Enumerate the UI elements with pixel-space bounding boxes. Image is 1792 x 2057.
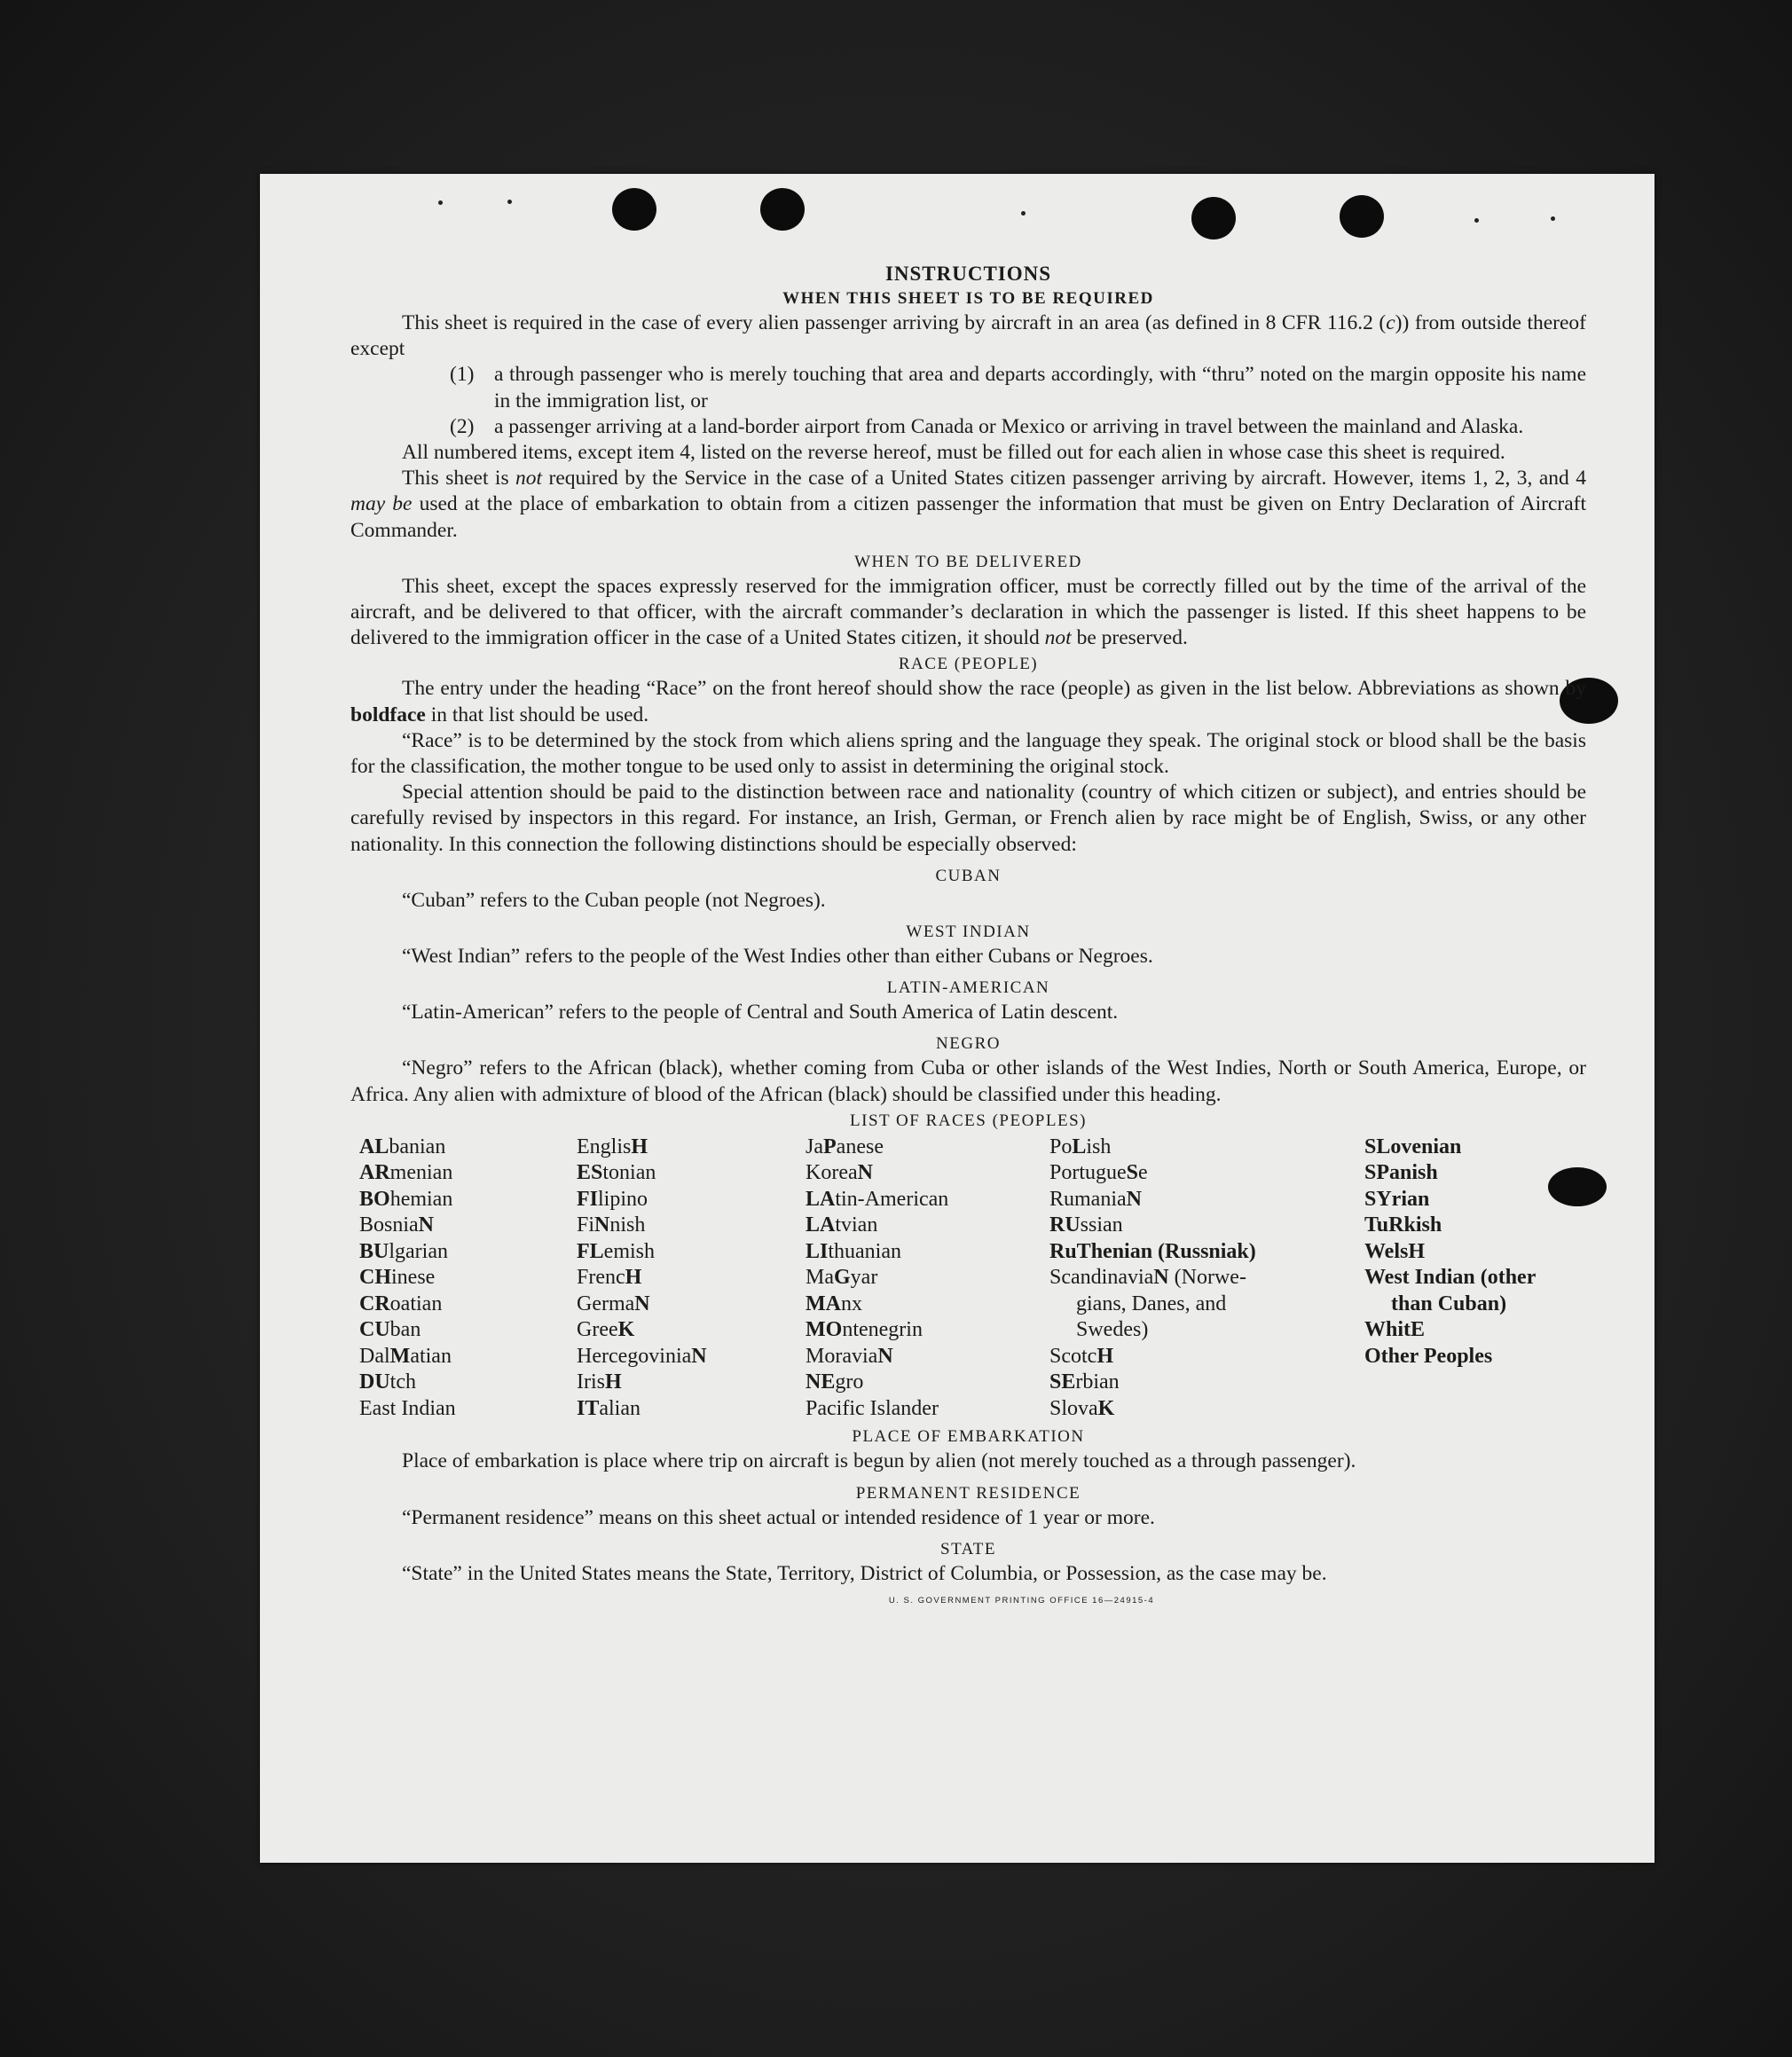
race-entry: MAnx — [806, 1292, 862, 1315]
punch-hole — [612, 188, 656, 231]
races-column-5 — [1364, 1134, 1595, 1423]
section-heading-cuban: CUBAN — [935, 866, 1002, 885]
race-entry-continued: than Cuban) — [1391, 1292, 1507, 1315]
paragraph-all-numbered: All numbered items, except item 4, listed on the reverse hereof, must be filled out for each alien in whose case this sheet is required. — [402, 441, 1505, 465]
section-heading-list-of-races: LIST OF RACES (PEOPLES) — [850, 1111, 1087, 1130]
race-entry: SlovaK — [1049, 1396, 1115, 1420]
race-entry: Pacific Islander — [806, 1396, 939, 1420]
race-entry: LAtin-American — [806, 1187, 949, 1211]
race-entry: HercegoviniaN — [577, 1344, 707, 1368]
race-entry: EnglisH — [577, 1134, 648, 1158]
race-entry: BUlgarian — [359, 1239, 448, 1263]
race-entry: ALbanian — [359, 1134, 446, 1158]
paragraph-when-delivered: This sheet, except the spaces expressly reserved for the immigration officer, must be correctly filled out by the time of the arrival of the aircraft, and be delivered to that officer, with the aircraft commander’s declaration in which the passenger is listed. If this sheet happens to be delivered to the immigration officer in the case of a United States citizen, it should not be preserved. — [350, 574, 1586, 650]
punch-hole — [1191, 197, 1236, 239]
section-heading-negro: NEGRO — [936, 1034, 1001, 1054]
speck — [1021, 211, 1026, 216]
speck — [1551, 216, 1555, 221]
exception-item-1 — [450, 362, 1586, 413]
paragraph-not-required: This sheet is not required by the Service in the case of a United States citizen passenger arriving by aircraft. However, items 1, 2, 3, and 4 may be used at the place of embarkation to obtain from a citizen passenger the information that must be given on Entry Declaration of Aircraft Commander. — [350, 467, 1586, 542]
race-entry: RumaniaN — [1049, 1187, 1142, 1211]
race-entry: Other Peoples — [1364, 1344, 1493, 1368]
paragraph-residence: “Permanent residence” means on this sheet actual or intended residence of 1 year or more. — [402, 1505, 1155, 1529]
race-entry: FrencH — [577, 1266, 642, 1290]
race-entry: West Indian (other — [1364, 1266, 1537, 1290]
races-column-3 — [806, 1134, 1049, 1423]
speck — [438, 200, 443, 205]
race-entry-continued: gians, Danes, and — [1076, 1292, 1227, 1315]
section-heading-state: STATE — [940, 1539, 996, 1558]
instructions-content — [350, 263, 1586, 1606]
paragraph-latin-american: “Latin-American” refers to the people of Central and South America of Latin descent. — [402, 1001, 1119, 1025]
race-entry: BosniaN — [359, 1213, 435, 1237]
speck — [1474, 218, 1479, 223]
section-heading-when-delivered: WHEN TO BE DELIVERED — [854, 552, 1082, 571]
race-entry: JaPanese — [806, 1134, 884, 1158]
page-title: INSTRUCTIONS — [884, 263, 1052, 285]
item-text: a passenger arriving at a land-border airport from Canada or Mexico or arriving in travel between the mainland and Alaska. — [494, 414, 1524, 438]
race-entry: ARmenian — [359, 1161, 453, 1185]
exception-item-2 — [450, 414, 1586, 440]
race-entry: NEgro — [806, 1370, 864, 1394]
race-entry: SErbian — [1049, 1370, 1120, 1394]
race-entry: BOhemian — [359, 1187, 453, 1211]
race-entry: FLemish — [577, 1239, 655, 1263]
race-entry: CHinese — [359, 1266, 436, 1290]
race-entry: PortugueSe — [1049, 1161, 1148, 1185]
punch-hole — [1340, 195, 1384, 238]
race-entry: IrisH — [577, 1370, 622, 1394]
paragraph-race-1: The entry under the heading “Race” on the front hereof should show the race (people) as given in the list below. Abbreviations as shown by boldface in that list should be used. — [350, 677, 1586, 726]
paragraph-when-required: This sheet is required in the case of every alien passenger arriving by aircraft in an area (as defined in 8 CFR 116.2 (c)) from outside thereof except — [350, 311, 1586, 361]
item-text: a through passenger who is merely touching that area and departs accordingly, with “thru” noted on the margin opposite his name in the immigration list, or — [494, 363, 1586, 412]
document-sheet — [260, 174, 1654, 1863]
paragraph-race-2: “Race” is to be determined by the stock from which aliens spring and the language they speak. The original stock or blood shall be the basis for the classification, the mother tongue to be used only to assist in determining the original stock. — [350, 728, 1586, 779]
race-entry: PoLish — [1049, 1134, 1112, 1158]
section-heading-when-required: WHEN THIS SHEET IS TO BE REQUIRED — [782, 289, 1154, 308]
race-entry: TuRkish — [1364, 1213, 1442, 1237]
punch-hole — [760, 188, 805, 231]
race-entry: CRoatian — [359, 1292, 443, 1315]
race-entry: EStonian — [577, 1161, 656, 1185]
race-entry: SPanish — [1364, 1161, 1438, 1185]
race-entry: SLovenian — [1364, 1134, 1462, 1158]
race-entry: WhitE — [1364, 1318, 1426, 1342]
paragraph-state: “State” in the United States means the State, Territory, District of Columbia, or Possession, as the case may be. — [402, 1561, 1327, 1585]
races-column-2 — [577, 1134, 806, 1423]
race-entry: FIlipino — [577, 1187, 648, 1211]
race-entry: MOntenegrin — [806, 1318, 923, 1342]
race-entry: DUtch — [359, 1370, 416, 1394]
race-entry: RUssian — [1049, 1213, 1123, 1237]
paragraph-west-indian: “West Indian” refers to the people of the West Indies other than either Cubans or Negroes. — [402, 945, 1153, 969]
race-entry: DalMatian — [359, 1344, 452, 1368]
race-entry: RuThenian (Russniak) — [1049, 1239, 1256, 1263]
race-entry: CUban — [359, 1318, 421, 1342]
race-entry: FiNnish — [577, 1213, 646, 1237]
race-entry: MaGyar — [806, 1266, 878, 1290]
race-entry: LIthuanian — [806, 1239, 901, 1263]
race-entry: ITalian — [577, 1396, 641, 1420]
item-number: (2) — [450, 414, 475, 438]
paragraph-race-3: Special attention should be paid to the distinction between race and nationality (country of which citizen or subject), and entries should be carefully revised by inspectors in this regard. For instance, an Irish, German, or French alien by race might be of English, Swiss, or any other nationality. In this connection the following distinctions should be especially observed: — [350, 781, 1586, 856]
section-heading-residence: PERMANENT RESIDENCE — [855, 1483, 1081, 1503]
section-heading-embarkation: PLACE OF EMBARKATION — [852, 1427, 1085, 1447]
section-heading-race: RACE (PEOPLE) — [898, 655, 1039, 674]
printing-office-imprint: U. S. GOVERNMENT PRINTING OFFICE 16—24915-4 — [888, 1595, 1155, 1606]
race-entry: East Indian — [359, 1396, 456, 1420]
paragraph-negro: “Negro” refers to the African (black), whether coming from Cuba or other islands of the West Indies, North or South America, Europe, or Africa. Any alien with admixture of blood of the African (black) should be classified under this heading. — [350, 1056, 1586, 1106]
race-entry: MoraviaN — [806, 1344, 893, 1368]
race-entry: ScandinaviaN (Norwe- — [1049, 1266, 1246, 1290]
races-column-1 — [359, 1134, 577, 1423]
race-entry: GermaN — [577, 1292, 650, 1315]
section-heading-latin-american: LATIN-AMERICAN — [886, 978, 1050, 998]
races-list — [359, 1134, 1586, 1423]
paragraph-cuban: “Cuban” refers to the Cuban people (not Negroes). — [402, 888, 826, 912]
speck — [507, 200, 512, 204]
race-entry: KoreaN — [806, 1161, 873, 1185]
race-entry: ScotcH — [1049, 1344, 1113, 1368]
race-entry: LAtvian — [806, 1213, 878, 1237]
section-heading-west-indian: WEST INDIAN — [906, 923, 1031, 942]
race-entry-continued: Swedes) — [1076, 1318, 1149, 1342]
item-number: (1) — [450, 363, 475, 387]
race-entry: SYrian — [1364, 1187, 1430, 1211]
race-entry: WelsH — [1364, 1239, 1426, 1263]
paragraph-embarkation: Place of embarkation is place where trip on aircraft is begun by alien (not merely touched as a through passenger). — [402, 1449, 1356, 1473]
race-entry: GreeK — [577, 1318, 635, 1342]
races-column-4 — [1049, 1134, 1364, 1423]
